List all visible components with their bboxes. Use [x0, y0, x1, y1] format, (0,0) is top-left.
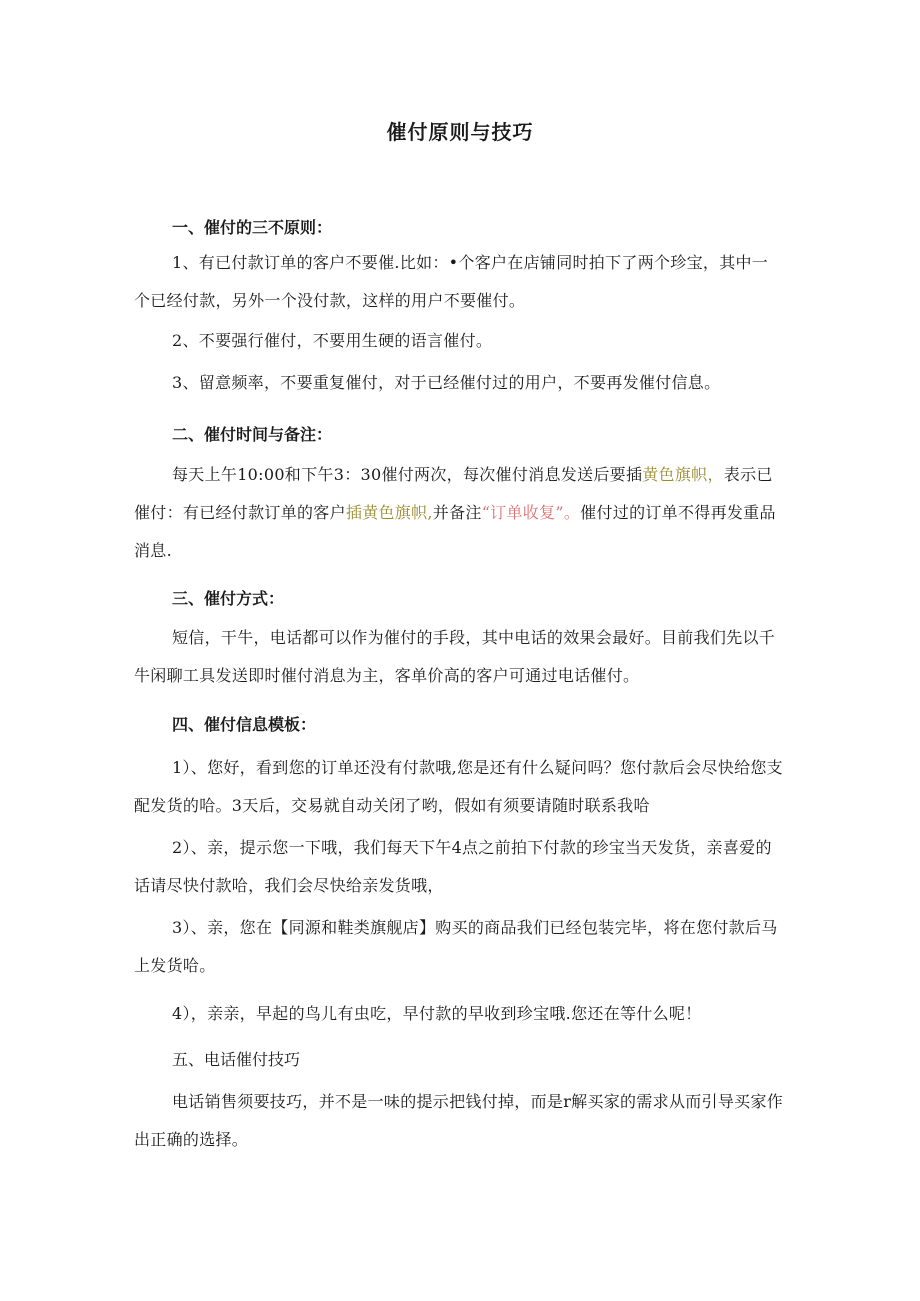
section5-heading: 五、电话催付技巧: [172, 1050, 301, 1069]
template-4: 4），亲亲，早起的鸟儿有虫吃，早付款的早收到珍宝哦.您还在等什么呢！: [172, 1004, 702, 1023]
section1-item2: 2、不要强行催付，不要用生硬的语言催付。: [172, 331, 493, 350]
section1-item1: 1、有已付款订单的客户不要催.比如：•个客户在店铺同时拍下了两个珍宝，其中一个已经付款，另外一个没付款，这样的用户不要催付。: [134, 253, 769, 310]
section1-item3: 3、留意频率，不要重复催付，对于已经催付过的用户，不要再发催付信息。: [172, 373, 721, 392]
highlight-yellow-flag-1: 黄色旗帜，: [642, 465, 724, 484]
section2-heading: 二、催付时间与备注：: [172, 425, 333, 444]
section1-heading: 一、催付的三不原则：: [172, 218, 333, 237]
document-title: 催付原则与技巧: [386, 120, 534, 144]
section3-heading: 三、催付方式：: [172, 589, 285, 608]
section2-text-b: 表示已催付：有已经付款订单的客户: [134, 465, 773, 522]
highlight-order-note: “订单收复”。: [481, 503, 581, 522]
section2-text-a: 每天上午10:00和下午3：30催付两次，每次催付消息发送后要插: [172, 465, 643, 484]
template-2: 2）、亲，提示您一下哦，我们每天下午4点之前拍下付款的珍宝当天发货，亲喜爱的话请尽快付款哈，我们会尽快给亲发货哦，: [134, 838, 772, 895]
section5-body: 电话销售须要技巧，并不是一味的提示把钱付掉，而是r解买家的需求从而引导买家作出正确的选择。: [134, 1092, 784, 1149]
template-3: 3）、亲，您在【同源和鞋类旗舰店】购买的商品我们已经包装完毕，将在您付款后马上发货哈。: [134, 918, 778, 975]
highlight-yellow-flag-2: 插黄色旗帜,: [345, 503, 433, 522]
section2-text-c: 并备注: [432, 503, 482, 522]
section3-body: 短信，干牛，电话都可以作为催付的手段，其中电话的效果会最好。目前我们先以千牛闲聊工具发送即时催付消息为主，客单价高的客户可通过电话催付。: [134, 628, 776, 685]
section4-heading: 四、催付信息模板：: [172, 715, 317, 734]
section2-paragraph: [134, 456, 784, 570]
section2-text-d: 催付过的订单不得再发重品消息.: [134, 503, 776, 560]
template-1: 1）、您好，看到您的订单还没有付款哦,您是还有什么疑问吗？您付款后会尽快给您支配发货的哈。3天后，交易就自动关闭了哟，假如有须要请随时联系我哈: [134, 758, 783, 815]
